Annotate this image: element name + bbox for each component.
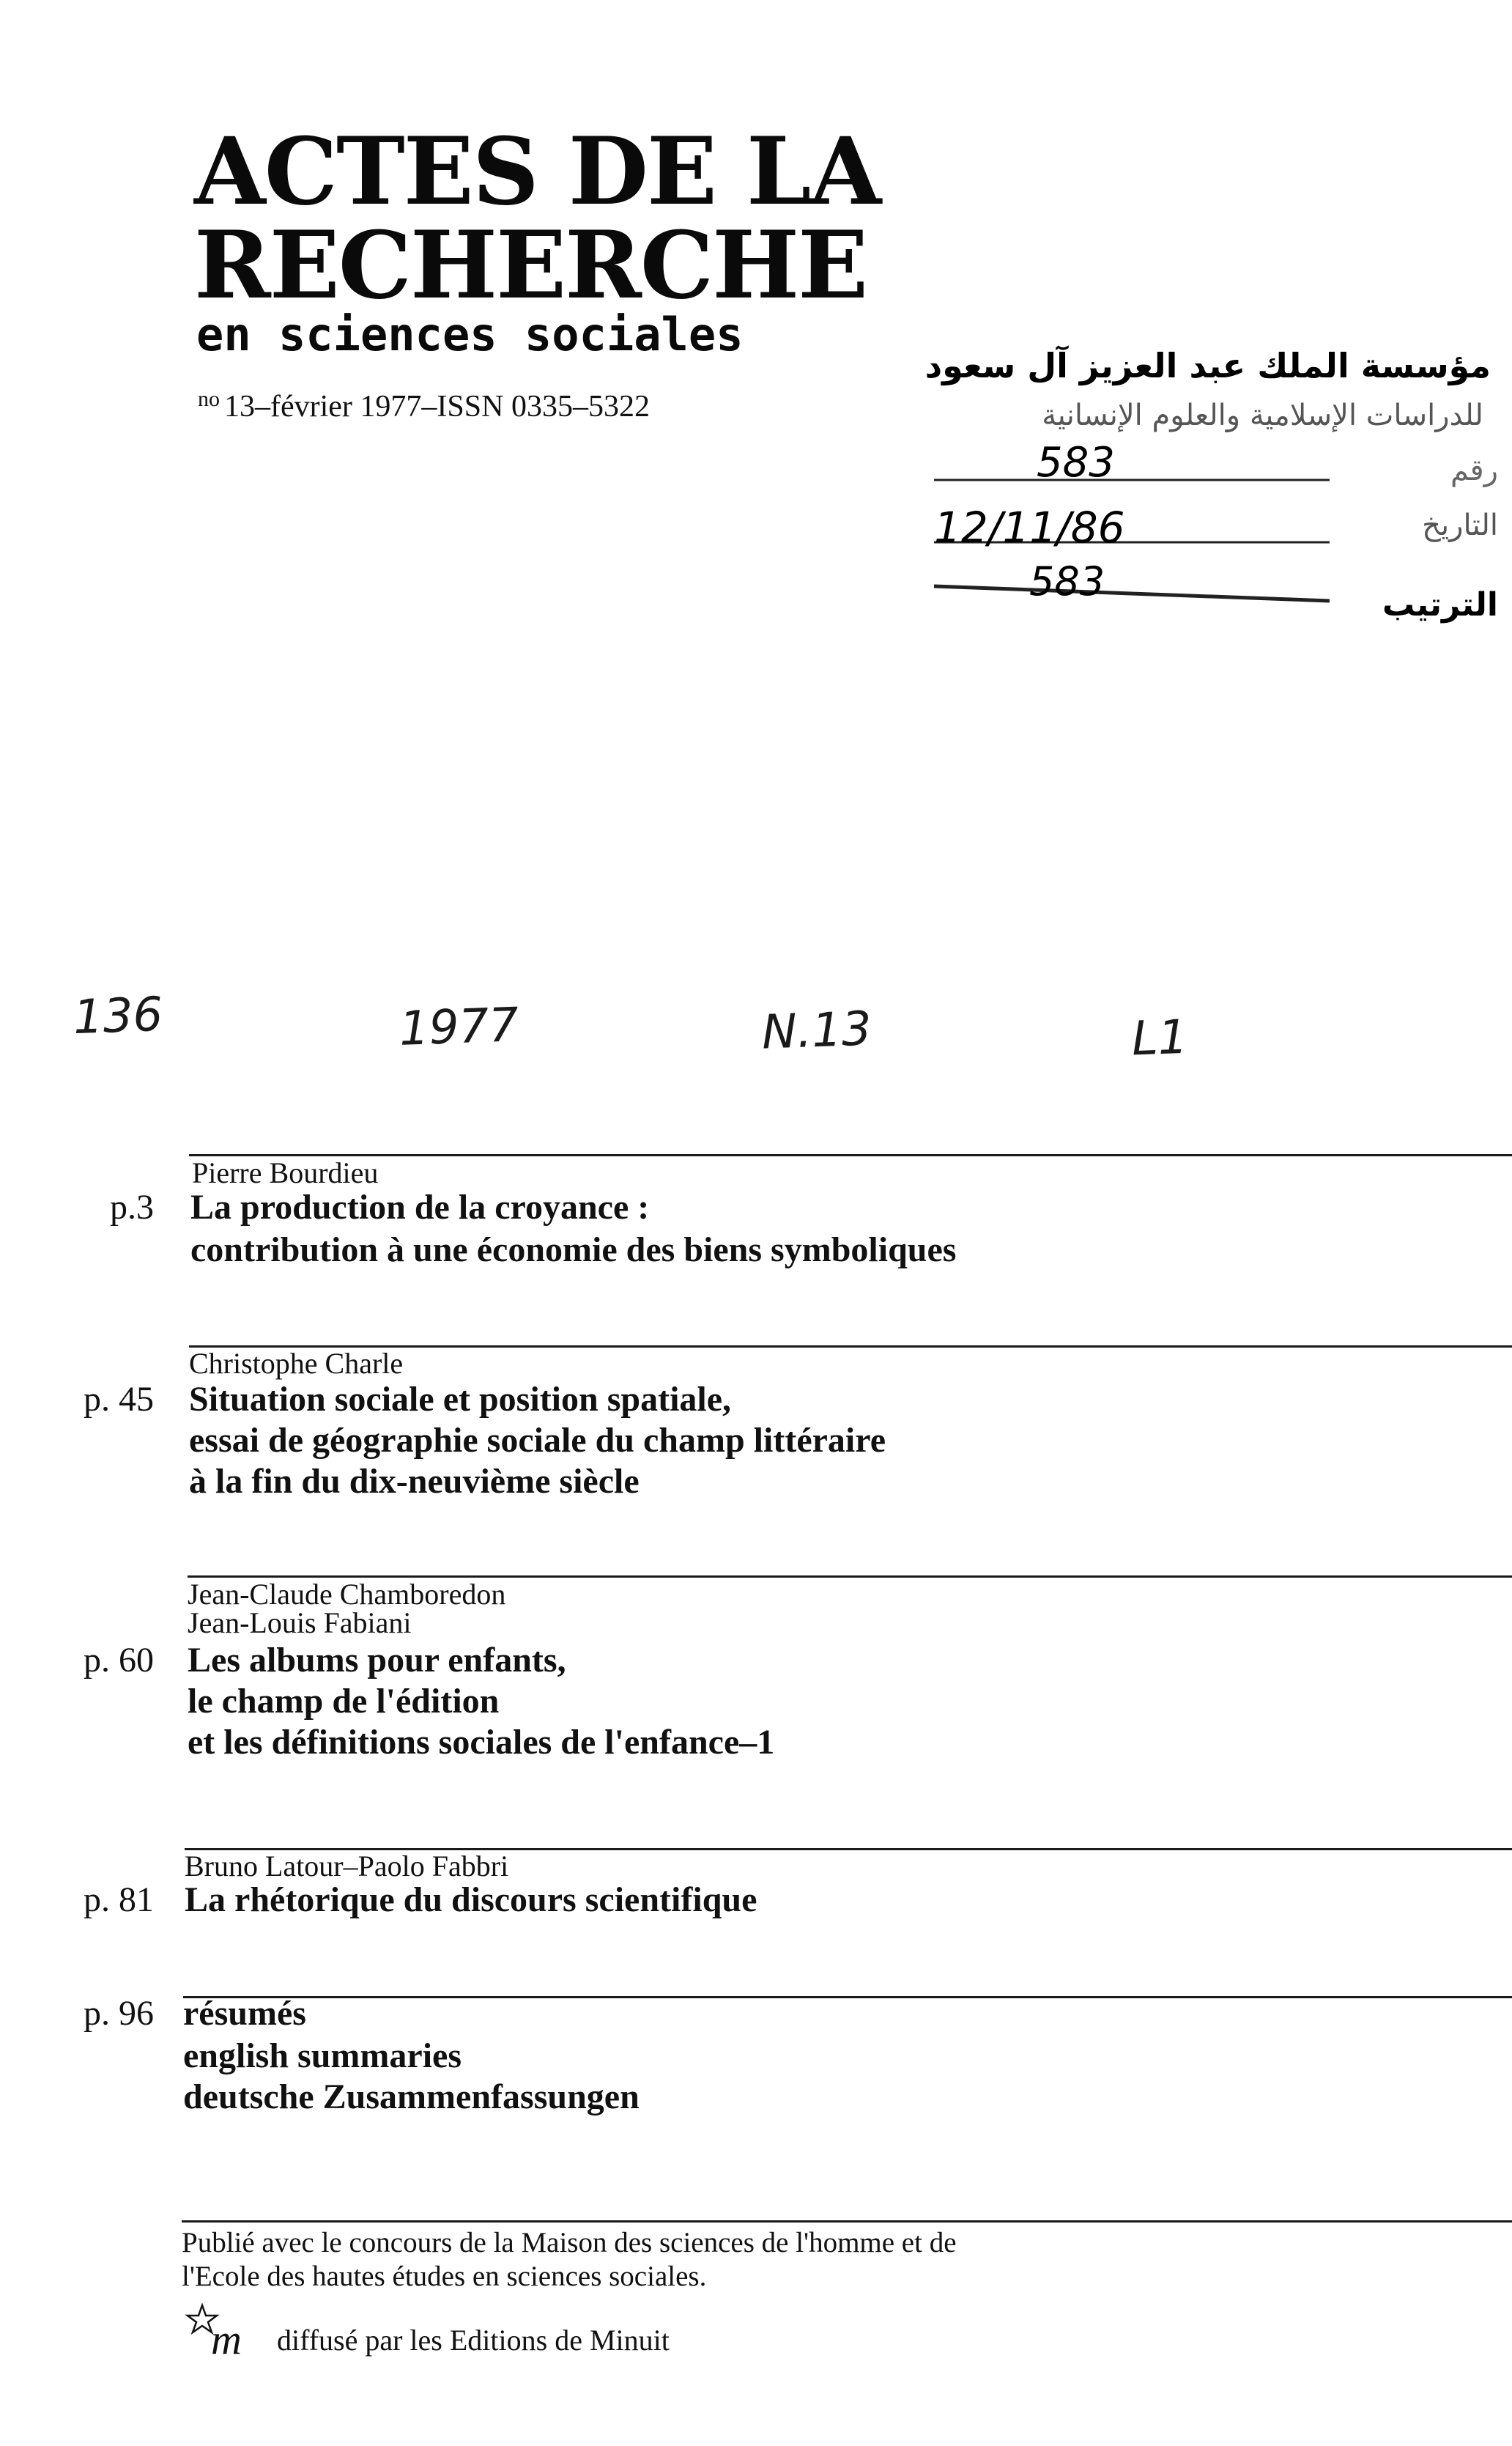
handwritten-note-2: 1977 bbox=[398, 998, 520, 1057]
toc-title-line: et les définitions sociales de l'enfance–1 bbox=[188, 1723, 775, 1762]
issue-info bbox=[198, 387, 650, 424]
toc-title-line: La rhétorique du discours scientifique bbox=[185, 1880, 757, 1919]
toc-page-number: p.3 bbox=[110, 1188, 154, 1227]
toc-rule-5 bbox=[183, 1996, 1512, 1998]
stamp-arabic-line-1: مؤسسة الملك عبد العزيز آل سعود bbox=[924, 346, 1491, 385]
toc-title-line: deutsche Zusammenfassungen bbox=[183, 2077, 640, 2116]
toc-title-line: Situation sociale et position spatiale, bbox=[189, 1380, 732, 1419]
publication-note-line-1: Publié avec le concours de la Maison des sciences de l'homme et de bbox=[182, 2227, 957, 2258]
toc-author: Jean-Louis Fabiani bbox=[188, 1606, 412, 1639]
footer-rule bbox=[182, 2220, 1512, 2223]
journal-title-line-1: ACTES DE LA bbox=[194, 117, 881, 226]
handwritten-note-3: N.13 bbox=[760, 1002, 872, 1060]
journal-title bbox=[194, 117, 881, 319]
editions-de-minuit-logo bbox=[182, 2301, 262, 2360]
stamp-arabic-line-2: للدراسات الإسلامية والعلوم الإنسانية bbox=[1042, 399, 1483, 432]
toc-title-line: english summaries bbox=[183, 2036, 462, 2075]
toc-title-line: résumés bbox=[183, 1994, 306, 2033]
toc-title-line: à la fin du dix-neuvième siècle bbox=[189, 1462, 640, 1501]
logo-letter: m bbox=[211, 2316, 242, 2360]
handwritten-note-4: L1 bbox=[1130, 1010, 1189, 1067]
toc-page-number: p. 81 bbox=[84, 1880, 154, 1919]
publication-note-line-2: l'Ecole des hautes études en sciences sociales. bbox=[182, 2261, 707, 2292]
handwritten-note-1: 136 bbox=[72, 987, 164, 1046]
toc-author: Bruno Latour–Paolo Fabbri bbox=[185, 1850, 509, 1882]
stamp-order: 583 bbox=[1029, 558, 1105, 605]
library-stamp bbox=[919, 322, 1505, 667]
stamp-label-order: الترتيب bbox=[1382, 586, 1498, 624]
toc-title-line: La production de la croyance : bbox=[190, 1188, 650, 1227]
stamp-date: 12/11/86 bbox=[934, 503, 1125, 553]
toc-title-line: essai de géographie sociale du champ littéraire bbox=[189, 1421, 886, 1460]
toc-title-line: contribution à une économie des biens symboliques bbox=[190, 1230, 957, 1269]
toc-rule-1 bbox=[189, 1154, 1512, 1156]
stamp-number: 583 bbox=[1037, 439, 1115, 487]
stamp-label-number: رقم bbox=[1450, 454, 1498, 487]
issue-number-label: no bbox=[198, 387, 220, 411]
journal-title-line-2: RECHERCHE bbox=[194, 211, 867, 319]
distributor-note: diffusé par les Editions de Minuit bbox=[277, 2324, 670, 2357]
journal-subtitle: en sciences sociales bbox=[196, 308, 744, 361]
toc-author: Christophe Charle bbox=[189, 1347, 404, 1380]
publication-note bbox=[182, 2226, 1207, 2294]
stamp-rule-3 bbox=[934, 586, 1330, 601]
toc-author: Jean-Claude Chamboredon bbox=[188, 1578, 506, 1611]
toc-page-number: p. 45 bbox=[84, 1380, 154, 1419]
issue-details: 13–février 1977–ISSN 0335–5322 bbox=[224, 390, 650, 424]
toc-title-line: Les albums pour enfants, bbox=[188, 1641, 566, 1680]
stamp-label-date: التاريخ bbox=[1422, 509, 1498, 542]
toc-page-number: p. 60 bbox=[84, 1641, 154, 1680]
toc-title-line: le champ de l'édition bbox=[188, 1682, 500, 1721]
toc-author: Pierre Bourdieu bbox=[192, 1156, 379, 1189]
toc-page-number: p. 96 bbox=[84, 1994, 154, 2033]
